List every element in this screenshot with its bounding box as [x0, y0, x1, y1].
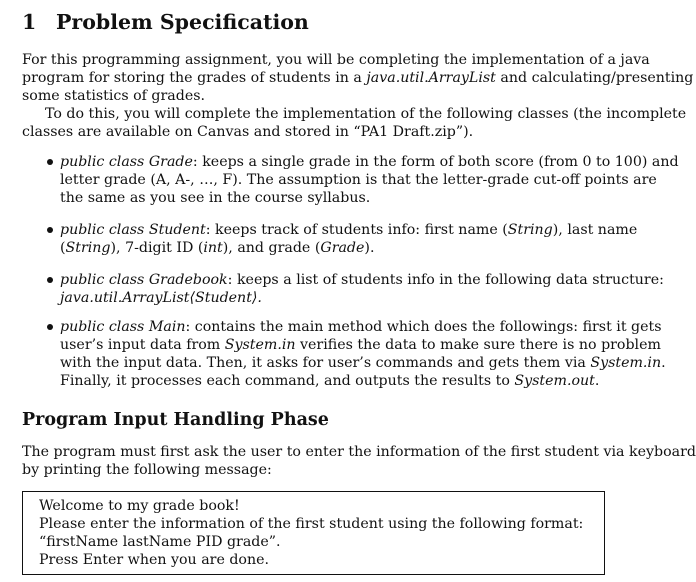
- code-term: java.util.ArrayList: [366, 70, 496, 86]
- bullet-line: java.util.ArrayList⟨Student⟩.: [60, 290, 262, 306]
- section-heading: [22, 10, 309, 34]
- text-span: ), 7-digit ID (: [110, 240, 204, 256]
- text-span: Finally, it processes each command, and outputs the results to: [60, 373, 515, 389]
- text-span: ), last name: [552, 222, 638, 238]
- bullet-line: [60, 318, 662, 336]
- bullet-marker: [47, 324, 53, 330]
- text-span: : keeps a list of students info in the following data structure:: [227, 272, 664, 288]
- type-term: Grade: [320, 240, 365, 256]
- message-line: Press Enter when you are done.: [39, 552, 270, 568]
- message-line: Welcome to my grade book!: [39, 498, 240, 514]
- text-span: program for storing the grades of students in a: [22, 70, 367, 86]
- intro-line: [22, 69, 693, 87]
- type-term: int: [203, 240, 223, 256]
- text-span: user’s input data from: [60, 337, 225, 353]
- text-span: .: [661, 355, 666, 371]
- type-term: String: [507, 222, 553, 238]
- class-decl: public class Main: [60, 319, 186, 335]
- intro-line: For this programming assignment, you will be completing the implementation of a java: [22, 52, 650, 68]
- intro-line: classes are available on Canvas and stored in “PA1 Draft.zip”).: [22, 124, 474, 140]
- bullet-line: [60, 153, 679, 171]
- bullet-marker: [47, 227, 53, 233]
- bullet-line: the same as you see in the course syllabus.: [60, 190, 371, 206]
- text-span: verifies the data to make sure there is no problem: [295, 337, 661, 353]
- bullet-marker: [47, 277, 53, 283]
- message-line: Please enter the information of the first student using the following format:: [39, 516, 584, 532]
- type-term: String: [65, 240, 111, 256]
- bullet-line: [60, 354, 666, 372]
- text-span: (: [60, 240, 66, 256]
- bullet-line: [60, 239, 374, 257]
- body-line: The program must first ask the user to enter the information of the first student via keyboard: [22, 444, 696, 460]
- code-term: System.in: [590, 355, 662, 371]
- intro-line: some statistics of grades.: [22, 88, 206, 104]
- intro-line: To do this, you will complete the implementation of the following classes (the incomplete: [45, 106, 687, 122]
- bullet-line: [60, 372, 599, 390]
- text-span: and calculating/presenting: [495, 70, 694, 86]
- class-decl: public class Student: [60, 222, 206, 238]
- text-span: : keeps track of students info: first name (: [205, 222, 508, 238]
- section-number: 1: [22, 10, 37, 34]
- message-line: “firstName lastName PID grade”.: [39, 534, 281, 550]
- text-span: ).: [364, 240, 375, 256]
- bullet-marker: [47, 159, 53, 165]
- bullet-line: letter grade (A, A-, …, F). The assumption is that the letter-grade cut-off points are: [60, 172, 657, 188]
- bullet-line: [60, 336, 661, 354]
- section-title: Problem Specification: [56, 10, 309, 34]
- code-term: System.in: [224, 337, 296, 353]
- bullet-line: [60, 271, 664, 289]
- text-span: ), and grade (: [222, 240, 321, 256]
- subsection-heading: Program Input Handling Phase: [22, 410, 329, 430]
- bullet-line: [60, 221, 637, 239]
- text-span: with the input data. Then, it asks for user’s commands and gets them via: [60, 355, 591, 371]
- text-span: : keeps a single grade in the form of both score (from 0 to 100) and: [192, 154, 679, 170]
- body-line: by printing the following message:: [22, 462, 272, 478]
- code-term: System.out: [514, 373, 595, 389]
- text-span: .: [594, 373, 600, 389]
- class-decl: public class Grade: [60, 154, 193, 170]
- class-decl: public class Gradebook: [60, 272, 228, 288]
- text-span: : contains the main method which does the followings: first it gets: [185, 319, 662, 335]
